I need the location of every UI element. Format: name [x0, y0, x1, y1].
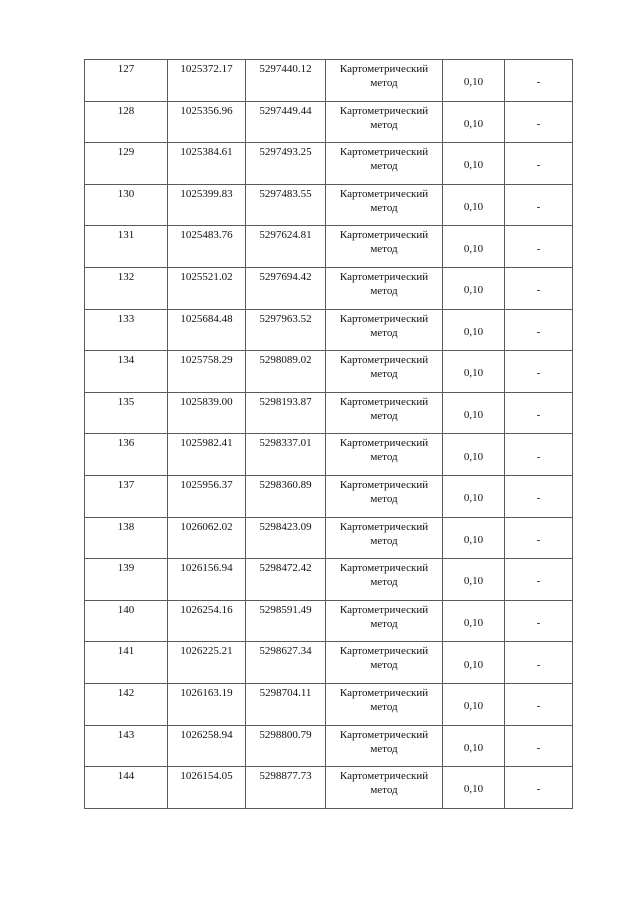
- method-cell: [326, 392, 443, 434]
- note-cell: -: [505, 434, 573, 476]
- method-cell: [326, 559, 443, 601]
- table-row: [85, 434, 573, 476]
- method-text-line1: Картометрический: [339, 686, 429, 699]
- accuracy-cell: 0,10: [443, 767, 505, 809]
- point-number-cell: 133: [85, 309, 168, 351]
- point-number-cell: 138: [85, 517, 168, 559]
- accuracy-cell: 0,10: [443, 351, 505, 393]
- point-number-cell: 128: [85, 101, 168, 143]
- method-text-line2: метод: [370, 617, 398, 630]
- method-cell: [326, 143, 443, 185]
- note-cell: -: [505, 267, 573, 309]
- accuracy-cell: 0,10: [443, 309, 505, 351]
- point-number-cell: 127: [85, 60, 168, 102]
- method-text-line2: метод: [370, 451, 398, 464]
- table-row: [85, 683, 573, 725]
- accuracy-cell: 0,10: [443, 143, 505, 185]
- method-text-line2: метод: [370, 742, 398, 755]
- y-coordinate-cell: 5297694.42: [246, 267, 326, 309]
- coordinates-table-body: [85, 60, 573, 809]
- table-row: [85, 600, 573, 642]
- x-coordinate-cell: 1025483.76: [168, 226, 246, 268]
- x-coordinate-cell: 1026258.94: [168, 725, 246, 767]
- accuracy-cell: 0,10: [443, 60, 505, 102]
- note-cell: -: [505, 642, 573, 684]
- method-cell: [326, 517, 443, 559]
- method-text-line2: метод: [370, 326, 398, 339]
- accuracy-cell: 0,10: [443, 184, 505, 226]
- y-coordinate-cell: 5298800.79: [246, 725, 326, 767]
- method-cell: [326, 309, 443, 351]
- accuracy-cell: 0,10: [443, 267, 505, 309]
- note-cell: -: [505, 725, 573, 767]
- point-number-cell: 139: [85, 559, 168, 601]
- method-cell: [326, 683, 443, 725]
- note-cell: -: [505, 517, 573, 559]
- x-coordinate-cell: 1025982.41: [168, 434, 246, 476]
- method-text-line1: Картометрический: [339, 728, 429, 741]
- method-text-line2: метод: [370, 784, 398, 797]
- method-text-line2: метод: [370, 160, 398, 173]
- y-coordinate-cell: 5298360.89: [246, 475, 326, 517]
- note-cell: -: [505, 351, 573, 393]
- x-coordinate-cell: 1026062.02: [168, 517, 246, 559]
- method-text-line1: Картометрический: [339, 270, 429, 283]
- table-row: [85, 725, 573, 767]
- point-number-cell: 142: [85, 683, 168, 725]
- y-coordinate-cell: 5298193.87: [246, 392, 326, 434]
- table-row: [85, 267, 573, 309]
- method-text-line2: метод: [370, 409, 398, 422]
- x-coordinate-cell: 1025399.83: [168, 184, 246, 226]
- x-coordinate-cell: 1026254.16: [168, 600, 246, 642]
- y-coordinate-cell: 5298472.42: [246, 559, 326, 601]
- table-row: [85, 559, 573, 601]
- accuracy-cell: 0,10: [443, 517, 505, 559]
- accuracy-cell: 0,10: [443, 226, 505, 268]
- method-text-line1: Картометрический: [339, 63, 429, 75]
- note-cell: -: [505, 683, 573, 725]
- point-number-cell: 135: [85, 392, 168, 434]
- table-row: [85, 143, 573, 185]
- note-cell: -: [505, 184, 573, 226]
- note-cell: -: [505, 392, 573, 434]
- method-text-line2: метод: [370, 77, 398, 89]
- x-coordinate-cell: 1026225.21: [168, 642, 246, 684]
- method-text-line2: метод: [370, 492, 398, 505]
- y-coordinate-cell: 5298627.34: [246, 642, 326, 684]
- note-cell: -: [505, 309, 573, 351]
- method-text-line1: Картометрический: [339, 104, 429, 117]
- x-coordinate-cell: 1026163.19: [168, 683, 246, 725]
- point-number-cell: 141: [85, 642, 168, 684]
- method-text-line1: Картометрический: [339, 478, 429, 491]
- accuracy-cell: 0,10: [443, 642, 505, 684]
- x-coordinate-cell: 1025956.37: [168, 475, 246, 517]
- note-cell: -: [505, 559, 573, 601]
- y-coordinate-cell: 5298591.49: [246, 600, 326, 642]
- point-number-cell: 144: [85, 767, 168, 809]
- table-row: [85, 475, 573, 517]
- x-coordinate-cell: 1025521.02: [168, 267, 246, 309]
- method-cell: [326, 226, 443, 268]
- method-text-line1: Картометрический: [339, 354, 429, 367]
- method-text-line2: метод: [370, 576, 398, 589]
- method-text-line2: метод: [370, 284, 398, 297]
- method-text-line2: метод: [370, 700, 398, 713]
- table-row: [85, 226, 573, 268]
- accuracy-cell: 0,10: [443, 434, 505, 476]
- accuracy-cell: 0,10: [443, 475, 505, 517]
- table-row: [85, 351, 573, 393]
- x-coordinate-cell: 1025839.00: [168, 392, 246, 434]
- point-number-cell: 143: [85, 725, 168, 767]
- method-text-line2: метод: [370, 201, 398, 214]
- method-text-line2: метод: [370, 534, 398, 547]
- x-coordinate-cell: 1025384.61: [168, 143, 246, 185]
- note-cell: -: [505, 475, 573, 517]
- x-coordinate-cell: 1025758.29: [168, 351, 246, 393]
- method-cell: [326, 351, 443, 393]
- method-text-line2: метод: [370, 659, 398, 672]
- method-cell: [326, 60, 443, 102]
- y-coordinate-cell: 5297440.12: [246, 60, 326, 102]
- y-coordinate-cell: 5297624.81: [246, 226, 326, 268]
- point-number-cell: 130: [85, 184, 168, 226]
- method-text-line1: Картометрический: [339, 146, 429, 159]
- accuracy-cell: 0,10: [443, 725, 505, 767]
- method-text-line1: Картометрический: [339, 770, 429, 783]
- method-text-line1: Картометрический: [339, 562, 429, 575]
- point-number-cell: 136: [85, 434, 168, 476]
- table-row: [85, 767, 573, 809]
- table-row: [85, 392, 573, 434]
- table-row: [85, 60, 573, 102]
- method-text-line1: Картометрический: [339, 312, 429, 325]
- point-number-cell: 134: [85, 351, 168, 393]
- point-number-cell: 129: [85, 143, 168, 185]
- method-cell: [326, 642, 443, 684]
- method-text-line1: Картометрический: [339, 603, 429, 616]
- note-cell: -: [505, 101, 573, 143]
- method-cell: [326, 767, 443, 809]
- y-coordinate-cell: 5297483.55: [246, 184, 326, 226]
- x-coordinate-cell: 1026154.05: [168, 767, 246, 809]
- y-coordinate-cell: 5298704.11: [246, 683, 326, 725]
- point-number-cell: 131: [85, 226, 168, 268]
- accuracy-cell: 0,10: [443, 101, 505, 143]
- table-row: [85, 309, 573, 351]
- method-text-line2: метод: [370, 118, 398, 131]
- note-cell: -: [505, 600, 573, 642]
- note-cell: -: [505, 226, 573, 268]
- accuracy-cell: 0,10: [443, 683, 505, 725]
- y-coordinate-cell: 5297963.52: [246, 309, 326, 351]
- method-cell: [326, 267, 443, 309]
- method-text-line1: Картометрический: [339, 395, 429, 408]
- accuracy-cell: 0,10: [443, 600, 505, 642]
- point-number-cell: 132: [85, 267, 168, 309]
- method-text-line1: Картометрический: [339, 229, 429, 242]
- x-coordinate-cell: 1025372.17: [168, 60, 246, 102]
- method-cell: [326, 600, 443, 642]
- x-coordinate-cell: 1026156.94: [168, 559, 246, 601]
- method-text-line1: Картометрический: [339, 645, 429, 658]
- y-coordinate-cell: 5298423.09: [246, 517, 326, 559]
- point-number-cell: 140: [85, 600, 168, 642]
- method-text-line1: Картометрический: [339, 187, 429, 200]
- y-coordinate-cell: 5297493.25: [246, 143, 326, 185]
- coordinates-table: [84, 59, 573, 809]
- table-row: [85, 101, 573, 143]
- table-row: [85, 184, 573, 226]
- x-coordinate-cell: 1025356.96: [168, 101, 246, 143]
- y-coordinate-cell: 5298877.73: [246, 767, 326, 809]
- method-text-line2: метод: [370, 243, 398, 256]
- y-coordinate-cell: 5297449.44: [246, 101, 326, 143]
- method-cell: [326, 184, 443, 226]
- method-text-line1: Картометрический: [339, 520, 429, 533]
- table-row: [85, 642, 573, 684]
- accuracy-cell: 0,10: [443, 559, 505, 601]
- y-coordinate-cell: 5298089.02: [246, 351, 326, 393]
- method-cell: [326, 725, 443, 767]
- method-text-line2: метод: [370, 368, 398, 381]
- note-cell: -: [505, 143, 573, 185]
- method-text-line1: Картометрический: [339, 437, 429, 450]
- accuracy-cell: 0,10: [443, 392, 505, 434]
- note-cell: -: [505, 767, 573, 809]
- method-cell: [326, 475, 443, 517]
- method-cell: [326, 434, 443, 476]
- point-number-cell: 137: [85, 475, 168, 517]
- y-coordinate-cell: 5298337.01: [246, 434, 326, 476]
- x-coordinate-cell: 1025684.48: [168, 309, 246, 351]
- method-cell: [326, 101, 443, 143]
- table-row: [85, 517, 573, 559]
- note-cell: -: [505, 60, 573, 102]
